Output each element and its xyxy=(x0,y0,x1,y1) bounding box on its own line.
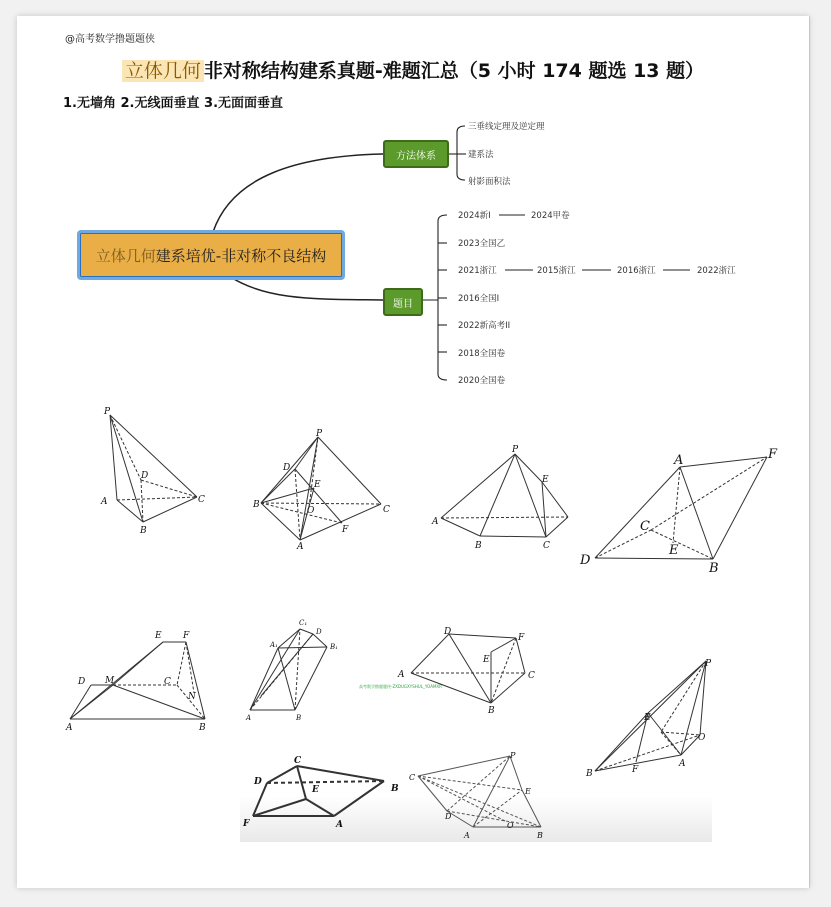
leaf-problem-2020[interactable]: 2020全国卷 xyxy=(458,376,506,386)
figure-1 xyxy=(110,415,197,522)
green-watermark: 高考数学撸题题侠-ZXDUGXYSHUL_YOAMXR xyxy=(359,684,442,689)
fig2-label-B: B xyxy=(253,500,260,510)
fig3-label-B: B xyxy=(475,541,482,551)
fig5-label-C: C xyxy=(164,677,171,687)
fig5-label-M: M xyxy=(105,676,115,686)
fig2-label-E: E xyxy=(314,480,321,490)
fig2-label-A: A xyxy=(297,542,304,552)
branch-method-node[interactable]: 方法体系 xyxy=(383,140,449,168)
fig10-label-C: C xyxy=(409,773,416,782)
fig2-label-C: C xyxy=(383,505,390,515)
page-subtitle: 1.无墙角 2.无线面垂直 3.无面面垂直 xyxy=(63,96,284,111)
fig6-label-C1: C₁ xyxy=(299,619,308,627)
leaf-problem-2024-1[interactable]: 2024新I xyxy=(458,211,491,221)
fig3-label-A: A xyxy=(432,517,439,527)
leaf-method-2[interactable]: 建系法 xyxy=(468,150,494,160)
fig3-label-P: P xyxy=(512,445,519,455)
fig4-label-B: B xyxy=(709,561,719,576)
document-page xyxy=(17,16,809,888)
leaf-problem-2015[interactable]: 2015浙江 xyxy=(537,266,576,276)
leaf-problem-2024-jia[interactable]: 2024甲卷 xyxy=(531,211,570,221)
fig9-label-F: F xyxy=(243,819,250,829)
figure-6 xyxy=(250,629,327,710)
fig7-label-F: F xyxy=(518,633,525,643)
fig3-label-E: E xyxy=(542,475,549,485)
figure-2 xyxy=(261,437,381,540)
fig4-label-C: C xyxy=(640,519,650,534)
leaf-problem-2023[interactable]: 2023全国乙 xyxy=(458,239,506,249)
leaf-problem-2018[interactable]: 2018全国卷 xyxy=(458,349,506,359)
fig5-label-N: N xyxy=(188,692,196,702)
fig6-label-A: A xyxy=(246,714,252,722)
fig10-label-A: A xyxy=(464,831,470,840)
fig5-label-F: F xyxy=(183,631,190,641)
fig8-label-F: F xyxy=(632,765,639,775)
root-rest: 建系培优-非对称不良结构 xyxy=(155,246,327,265)
figure-7 xyxy=(411,634,525,703)
figure-3 xyxy=(441,454,568,537)
fig5-label-E: E xyxy=(155,631,162,641)
fig10-label-D: D xyxy=(445,812,452,821)
root-highlight: 立体几何 xyxy=(95,246,156,265)
fig2-label-F: F xyxy=(342,525,349,535)
fig2-label-P: P xyxy=(316,429,323,439)
fig1-label-A: A xyxy=(101,497,108,507)
figure-10 xyxy=(418,756,541,827)
fig9-label-B: B xyxy=(391,784,399,794)
title-rest: 非对称结构建系真题-难题汇总（5 小时 174 题选 13 题） xyxy=(203,60,705,82)
fig1-label-P: P xyxy=(104,407,111,417)
fig7-label-D: D xyxy=(444,627,452,637)
fig9-label-D: D xyxy=(254,777,262,787)
fig2-label-D: D xyxy=(283,463,291,473)
geometry-figures xyxy=(17,16,809,888)
fig8-label-A: A xyxy=(679,759,686,769)
title-highlight: 立体几何 xyxy=(122,60,204,82)
fig9-label-E: E xyxy=(312,785,319,795)
fig4-label-A: A xyxy=(674,453,684,468)
branch-problems-node[interactable]: 题目 xyxy=(383,288,423,316)
fig1-label-C: C xyxy=(198,495,205,505)
fig10-label-O: O xyxy=(507,821,514,830)
fig1-label-D: D xyxy=(141,471,149,481)
watermark-text: @高考数学撸题题侠 xyxy=(65,34,155,45)
fig10-label-B: B xyxy=(537,831,543,840)
fig8-label-O: O xyxy=(698,733,706,743)
fig2-label-O: O xyxy=(307,506,315,516)
leaf-method-1[interactable]: 三垂线定理及逆定理 xyxy=(468,122,545,132)
fig10-label-P: P xyxy=(510,751,516,760)
fig10-label-E: E xyxy=(525,787,531,796)
leaf-problem-2022[interactable]: 2022新高考II xyxy=(458,321,511,331)
fig7-label-C: C xyxy=(528,671,535,681)
fig6-label-D: D xyxy=(316,628,322,636)
fig1-label-B: B xyxy=(140,526,147,536)
fig8-label-P: P xyxy=(705,659,712,669)
fig4-label-E: E xyxy=(669,543,679,558)
fig7-label-A: A xyxy=(398,670,405,680)
fig4-label-D: D xyxy=(580,553,591,568)
leaf-method-3[interactable]: 射影面积法 xyxy=(468,177,511,187)
fig7-label-B: B xyxy=(488,706,495,716)
fig5-label-A: A xyxy=(66,723,73,733)
fig5-label-D: D xyxy=(78,677,86,687)
fig3-label-C: C xyxy=(543,541,550,551)
leaf-problem-2022zj[interactable]: 2022浙江 xyxy=(697,266,736,276)
fig6-label-B: B xyxy=(296,714,302,722)
leaf-problem-2016zj[interactable]: 2016浙江 xyxy=(617,266,656,276)
fig5-label-B: B xyxy=(199,723,206,733)
fig9-label-A: A xyxy=(336,820,343,830)
leaf-problem-2021[interactable]: 2021浙江 xyxy=(458,266,497,276)
leaf-problem-2016[interactable]: 2016全国I xyxy=(458,294,500,304)
figure-5 xyxy=(70,642,205,719)
fig9-label-C: C xyxy=(294,756,302,766)
fig6-label-B1: B₁ xyxy=(330,643,338,651)
figure-4 xyxy=(595,457,767,559)
fig7-label-E: E xyxy=(483,655,490,665)
fig4-label-F: F xyxy=(768,447,778,462)
fig8-label-B: B xyxy=(586,769,593,779)
fig8-label-E: E xyxy=(644,713,651,723)
fig6-label-A1: A₁ xyxy=(270,641,278,649)
